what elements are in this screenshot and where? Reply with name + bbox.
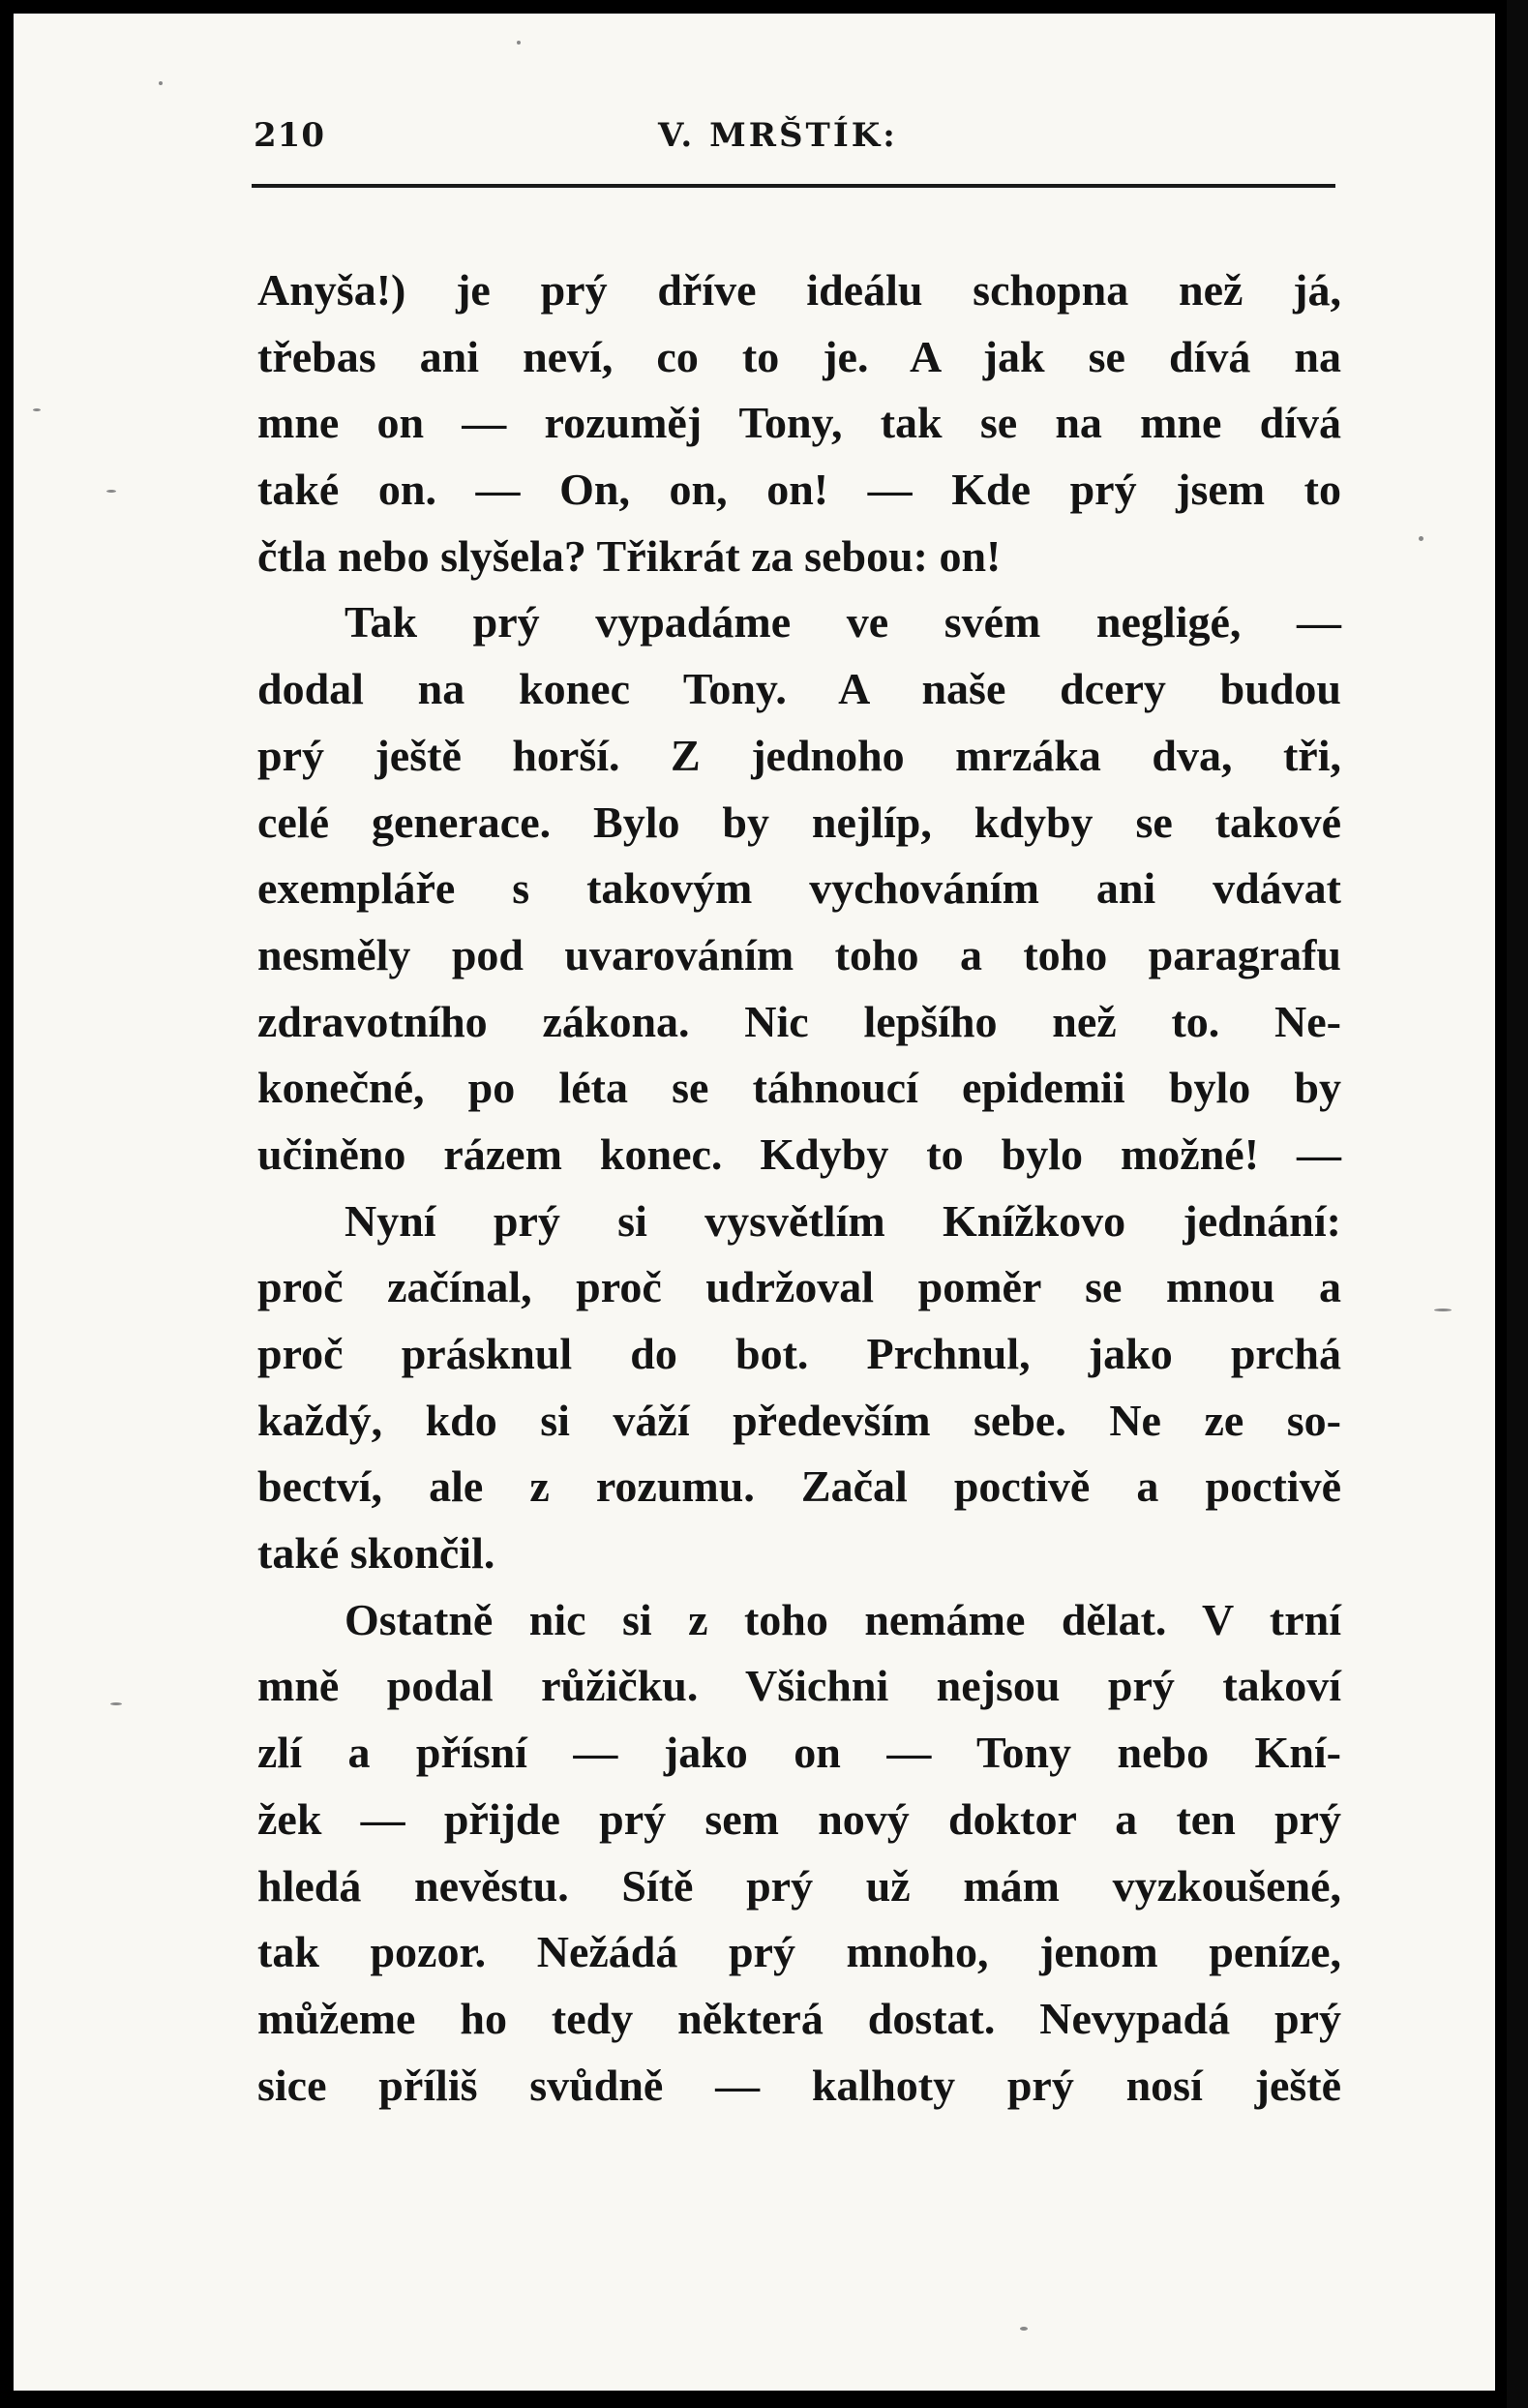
- page-header: [242, 103, 1335, 180]
- text-line: mně podal růžičku. Všichni nejsou prý takoví: [257, 1661, 1341, 1711]
- paper-speck: [110, 1702, 122, 1705]
- text-line: zlí a přísní — jako on — Tony nebo Kní-: [257, 1728, 1341, 1778]
- paper-speck: [1419, 536, 1423, 541]
- text-line: žek — přijde prý sem nový doktor a ten prý: [257, 1793, 1341, 1844]
- page-number: 210: [254, 116, 325, 155]
- paper-speck: [33, 408, 41, 411]
- text-line: nesměly pod uvarováním toho a toho paragrafu: [257, 929, 1341, 979]
- text-line: také skončil.: [257, 1528, 495, 1579]
- running-head: V. MRŠTÍK:: [658, 116, 898, 155]
- text-line: hledá nevěstu. Sítě prý už mám vyzkoušené,: [257, 1860, 1341, 1911]
- text-line: čtla nebo slyšela? Třikrát za sebou: on!: [257, 530, 1002, 581]
- text-line: Anyša!) je prý dříve ideálu schopna než já,: [257, 265, 1341, 315]
- paper-speck: [517, 41, 521, 45]
- text-line: můžeme ho tedy některá dostat. Nevypadá prý: [257, 1993, 1341, 2043]
- paper-speck: [1434, 1309, 1452, 1311]
- text-line: Nyní prý si vysvětlím Knížkovo jednání:: [345, 1195, 1341, 1246]
- text-line: třebas ani neví, co to je. A jak se dívá na: [257, 331, 1341, 381]
- text-line: bectví, ale z rozumu. Začal poctivě a poctivě: [257, 1461, 1341, 1512]
- paper-speck: [1020, 2327, 1028, 2331]
- page-edge: [1507, 0, 1528, 2408]
- text-line: také on. — On, on, on! — Kde prý jsem to: [257, 465, 1341, 515]
- text-line: zdravotního zákona. Nic lepšího než to. Ne-: [257, 996, 1341, 1046]
- text-line: proč prásknul do bot. Prchnul, jako prchá: [257, 1329, 1341, 1378]
- paper-speck: [106, 490, 116, 493]
- text-line: Ostatně nic si z toho nemáme dělat. V trní: [345, 1594, 1341, 1644]
- text-line: učiněno rázem konec. Kdyby to bylo možné! —: [257, 1129, 1341, 1179]
- text-line: každý, kdo si váží především sebe. Ne ze so-: [257, 1395, 1341, 1445]
- text-line: mne on — rozuměj Tony, tak se na mne dívá: [257, 398, 1341, 448]
- text-line: sice příliš svůdně — kalhoty prý nosí ještě: [257, 2060, 1341, 2110]
- header-rule: [252, 184, 1335, 188]
- text-line: dodal na konec Tony. A naše dcery budou: [257, 664, 1341, 714]
- book-page: [14, 14, 1495, 2391]
- text-line: tak pozor. Nežádá prý mnoho, jenom peníze,: [257, 1927, 1341, 1977]
- text-line: prý ještě horší. Z jednoho mrzáka dva, tři,: [257, 730, 1341, 780]
- text-line: celé generace. Bylo by nejlíp, kdyby se takové: [257, 797, 1341, 847]
- body-text: [257, 257, 1341, 2119]
- text-line: exempláře s takovým vychováním ani vdávat: [257, 863, 1341, 914]
- paper-speck: [159, 81, 163, 85]
- text-line: Tak prý vypadáme ve svém negligé, —: [345, 597, 1341, 647]
- text-line: konečné, po léta se táhnoucí epidemii bylo by: [257, 1063, 1341, 1113]
- text-line: proč začínal, proč udržoval poměr se mnou a: [257, 1262, 1341, 1312]
